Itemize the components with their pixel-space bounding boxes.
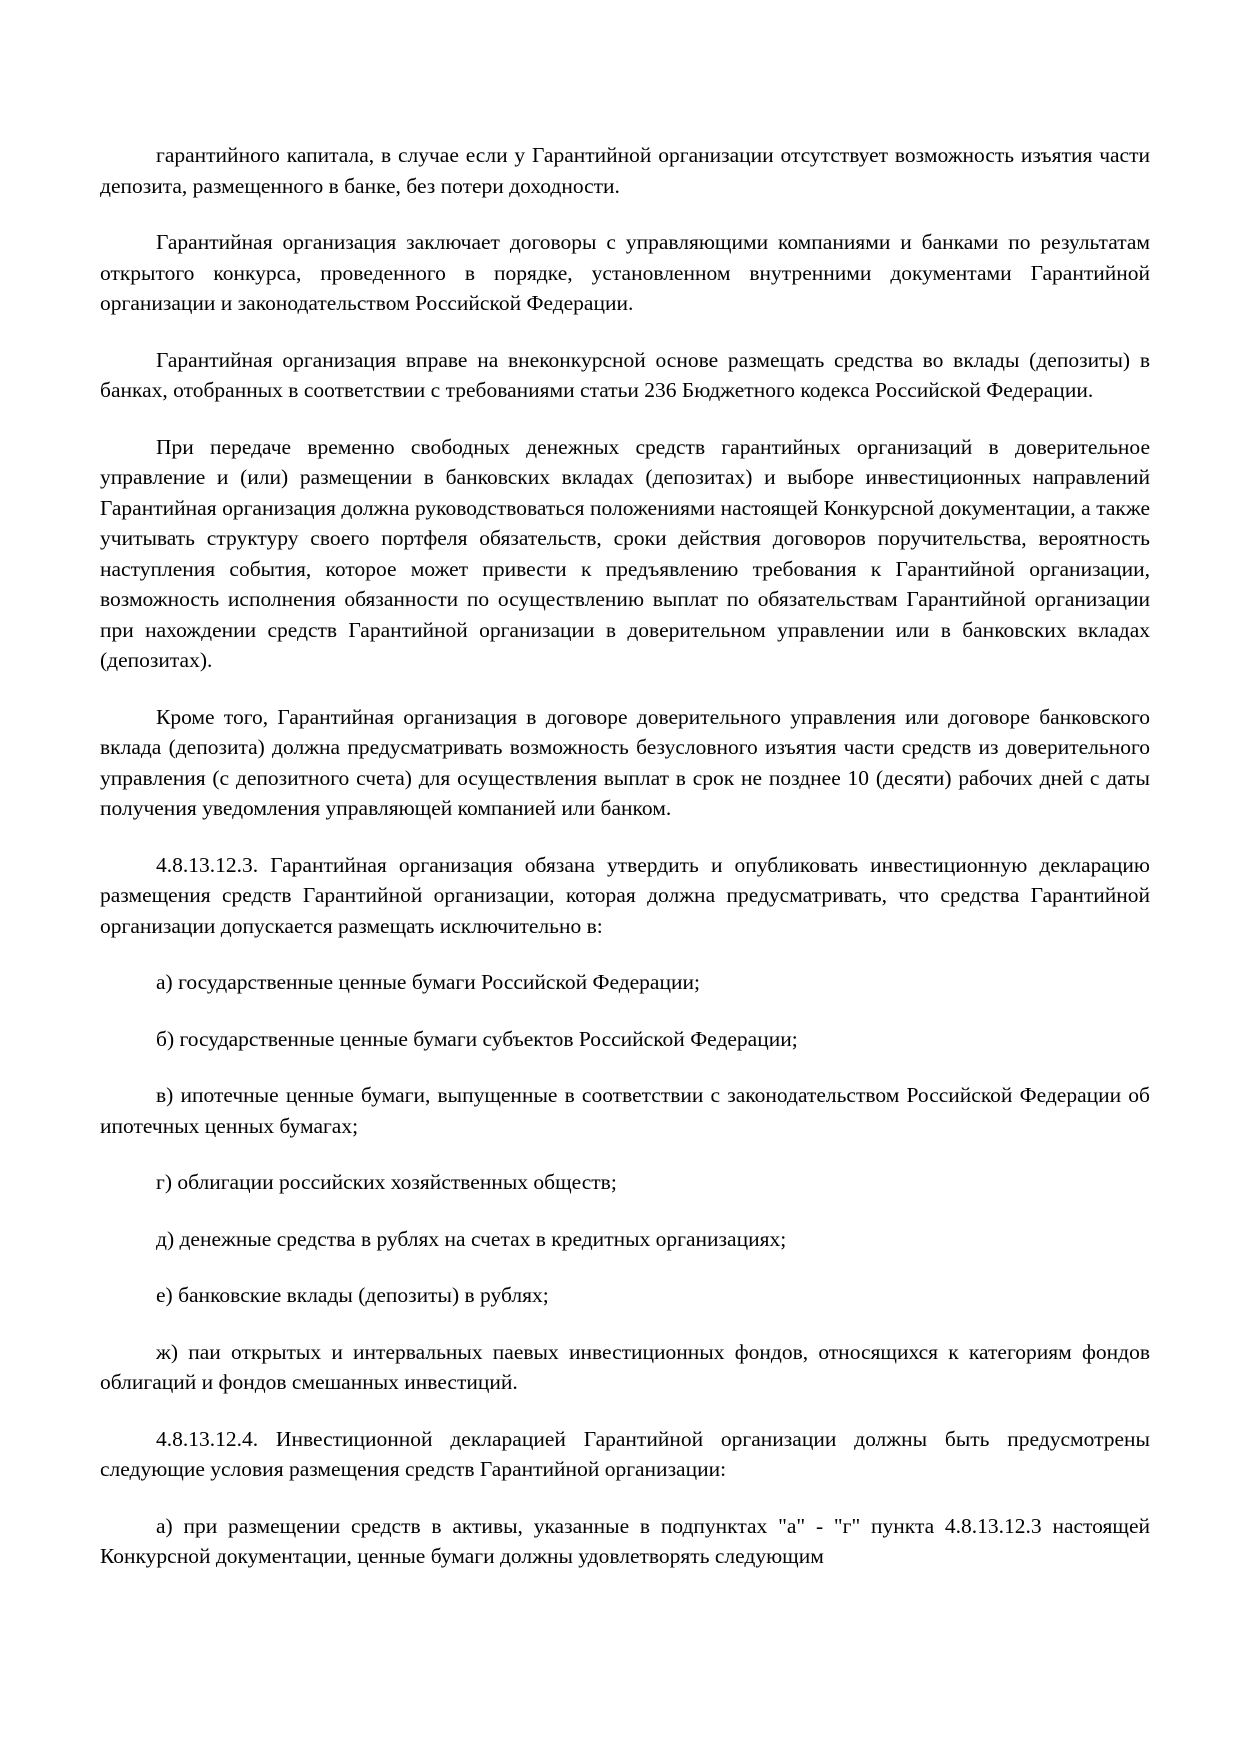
paragraph-continuation: гарантийного капитала, в случае если у Гарантийной организации отсутствует возможность изъятия части депозита, размещенного в банке, без потери доходности. bbox=[100, 143, 1150, 198]
document-body bbox=[100, 140, 1150, 1572]
list-item-d-ruble-accounts: д) денежные средства в рублях на счетах в кредитных организациях; bbox=[156, 1226, 787, 1251]
list-item-v-mortgage-securities: в) ипотечные ценные бумаги, выпущенные в соответствии с законодательством Российской Федерации об ипотечных ценных бумагах; bbox=[100, 1083, 1150, 1138]
list-item-a-federal-securities: а) государственные ценные бумаги Российской Федерации; bbox=[156, 970, 700, 994]
list-item-e-ruble-deposits: е) банковские вклады (депозиты) в рублях; bbox=[156, 1283, 549, 1307]
list-item-b-regional-securities: б) государственные ценные бумаги субъектов Российской Федерации; bbox=[156, 1026, 798, 1051]
list-item-a-asset-placement-conditions: а) при размещении средств в активы, указанные в подпунктах "а" - "г" пункта 4.8.13.12.3 настоящей Конкурсной документации, ценные бумаги должны удовлетворять следующим bbox=[100, 1513, 1150, 1568]
list-item-zh-investment-fund-units: ж) паи открытых и интервальных паевых инвестиционных фондов, относящихся к категориям фондов облигаций и фондов смешанных инвестиций. bbox=[100, 1339, 1150, 1394]
paragraph-guarantee-contracts: Гарантийная организация заключает договоры с управляющими компаниями и банками по результатам открытого конкурса, проведенного в порядке, установленном внутренними документами Гарантийной организации и законодательством Российской Федерации. bbox=[100, 230, 1150, 315]
paragraph-noncompetitive-deposits: Гарантийная организация вправе на внеконкурсной основе размещать средства во вклады (депозиты) в банках, отобранных в соответствии с требованиями статьи 236 Бюджетного кодекса Российской Федерации. bbox=[100, 347, 1150, 402]
list-item-g-corporate-bonds: г) облигации российских хозяйственных обществ; bbox=[156, 1170, 617, 1194]
paragraph-temporary-free-funds: При передаче временно свободных денежных средств гарантийных организаций в доверительное управление и (или) размещении в банковских вкладах (депозитах) и выборе инвестиционных направлений Гарантийная организация должна руководствоваться положениями настоящей Конкурсной документации, а также учитывать структуру своего портфеля обязательств, сроки действия договоров поручительства, вероятность наступления события, которое может привести к предъявлению требования к Гарантийной организации, возможность исполнения обязанности по осуществлению выплат по обязательствам Гарантийной организации при нахождении средств Гарантийной организации в доверительном управлении или в банковских вкладах (депозитах). bbox=[100, 434, 1150, 672]
paragraph-withdrawal-terms: Кроме того, Гарантийная организация в договоре доверительного управления или договоре банковского вклада (депозита) должна предусматривать возможность безусловного изъятия части средств из доверительного управления (с депозитного счета) для осуществления выплат в срок не позднее 10 (десяти) рабочих дней с даты получения уведомления управляющей компанией или банком. bbox=[100, 704, 1150, 820]
clause-4-8-13-12-4: 4.8.13.12.4. Инвестиционной декларацией Гарантийной организации должны быть предусмотрены следующие условия размещения средств Гарантийной организации: bbox=[100, 1426, 1150, 1481]
clause-4-8-13-12-3: 4.8.13.12.3. Гарантийная организация обязана утвердить и опубликовать инвестиционную декларацию размещения средств Гарантийной организации, которая должна предусматривать, что средства Гарантийной организации допускается размещать исключительно в: bbox=[100, 852, 1150, 938]
